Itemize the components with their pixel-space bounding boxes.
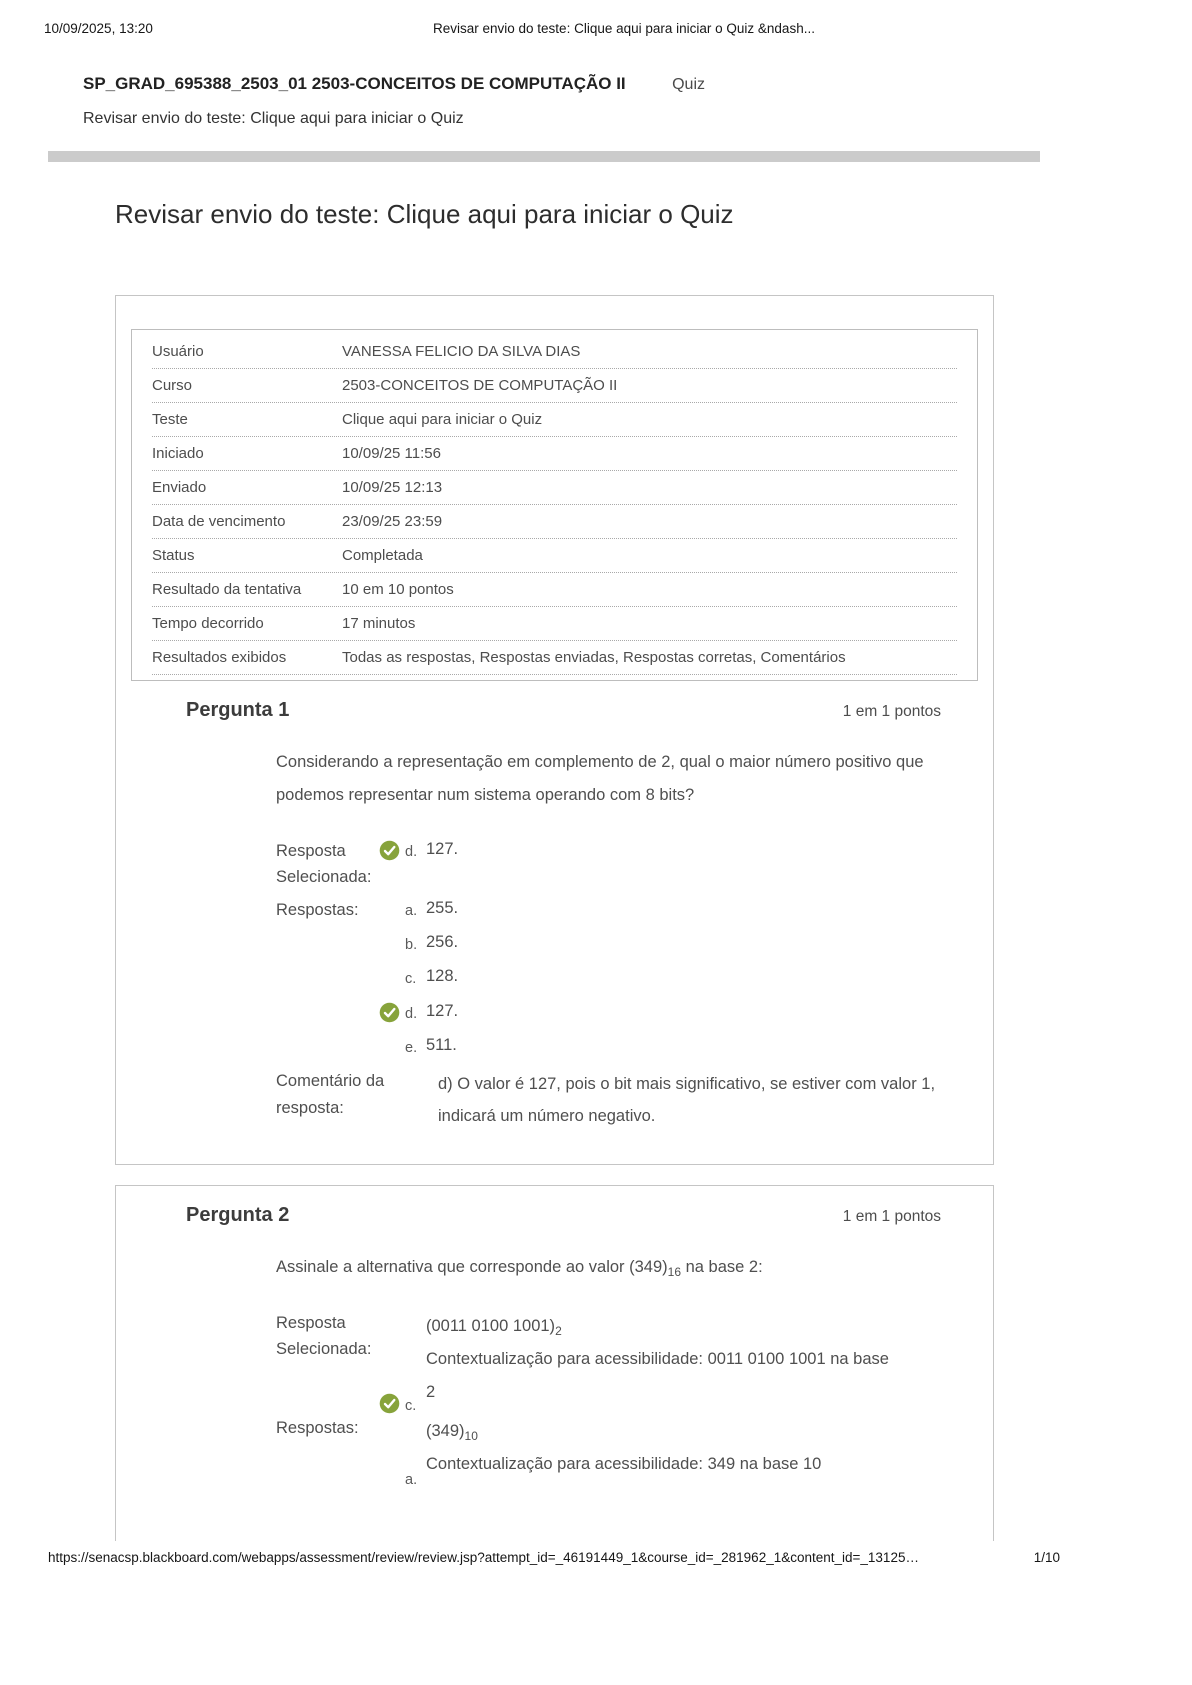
- course-title: SP_GRAD_695388_2503_01 2503-CONCEITOS DE COMPUTAÇÃO II: [83, 74, 626, 93]
- info-value: 2503-CONCEITOS DE COMPUTAÇÃO II: [342, 377, 618, 394]
- info-value: Todas as respostas, Respostas enviadas, Respostas corretas, Comentários: [342, 649, 846, 666]
- info-value: Clique aqui para iniciar o Quiz: [342, 411, 543, 428]
- answer-value: [426, 1415, 821, 1448]
- footer-page-number: 1/10: [1033, 1550, 1060, 1565]
- info-row-status: [152, 539, 957, 573]
- info-label: Teste: [152, 411, 188, 428]
- info-row-iniciado: [152, 437, 957, 471]
- answer-option-a: [379, 1415, 822, 1488]
- info-value: 10/09/25 12:13: [342, 479, 443, 496]
- question-2-selected-section: [276, 1310, 953, 1414]
- print-doc-title: Revisar envio do teste: Clique aqui para iniciar o Quiz &ndash...: [433, 21, 815, 36]
- page-title: Revisar envio do teste: Clique aqui para iniciar o Quiz: [115, 199, 734, 229]
- info-row-vencimento: [152, 505, 957, 539]
- content-type-label: Quiz: [672, 76, 706, 93]
- question-2-text: [276, 1251, 936, 1284]
- question-text-post: na base 2:: [681, 1258, 763, 1276]
- answers-list: [379, 897, 458, 1068]
- info-row-curso: [152, 369, 957, 403]
- question-2-title: Pergunta 2: [186, 1204, 290, 1226]
- base-subscript: 10: [464, 1429, 478, 1443]
- selected-answer: [379, 1310, 896, 1414]
- selected-answer-label: Resposta Selecionada:: [276, 1314, 372, 1359]
- check-circle-icon: [379, 838, 405, 859]
- answer-marker: [379, 1391, 426, 1412]
- accessibility-text: Contextualização para acessibilidade: 0011 0100 1001 na base 2: [426, 1350, 889, 1401]
- divider-bar: [48, 151, 1040, 162]
- base-subscript: 2: [555, 1324, 562, 1338]
- info-row-resultados-exibidos: [152, 641, 957, 675]
- attempt-review-panel: [115, 295, 994, 1165]
- check-circle-icon: [379, 1000, 405, 1021]
- info-row-tempo: [152, 607, 957, 641]
- info-value: VANESSA FELICIO DA SILVA DIAS: [342, 343, 581, 360]
- selected-answer: [379, 838, 458, 891]
- base-subscript: 16: [667, 1265, 682, 1279]
- info-row-usuario: [152, 335, 957, 369]
- info-value: 17 minutos: [342, 615, 416, 632]
- answer-marker: [379, 1468, 426, 1488]
- info-label: Data de vencimento: [152, 513, 286, 530]
- check-circle-icon: [379, 1391, 405, 1412]
- info-row-teste: [152, 403, 957, 437]
- answer-letter: b.: [405, 937, 418, 954]
- accessibility-text: Contextualização para acessibilidade: 349 na base 10: [426, 1455, 822, 1473]
- print-datetime: 10/09/2025, 13:20: [44, 21, 153, 36]
- question-2-points: 1 em 1 pontos: [842, 1208, 941, 1225]
- info-value: 10 em 10 pontos: [342, 581, 454, 598]
- answer-option-c: [379, 965, 458, 987]
- answer-letter: d.: [405, 1005, 418, 1022]
- question-text-pre: Assinale a alternativa que corresponde ao valor (349): [276, 1258, 668, 1276]
- answers-label: Respostas:: [276, 1419, 359, 1437]
- print-footer: [48, 1550, 1060, 1565]
- answer-text: 128.: [426, 967, 459, 986]
- answer-letter: a.: [405, 902, 418, 919]
- question-1-title: Pergunta 1: [186, 699, 290, 721]
- info-label: Curso: [152, 377, 193, 394]
- answer-value-pre: (0011 0100 1001): [426, 1317, 556, 1335]
- question-1-body: [276, 746, 953, 1132]
- answer-text: 255.: [426, 898, 459, 917]
- attempt-info-table: [131, 329, 978, 681]
- question-1-points: 1 em 1 pontos: [842, 703, 941, 720]
- info-label: Status: [152, 547, 195, 564]
- question-1-selected-section: [276, 838, 953, 891]
- footer-url: https://senacsp.blackboard.com/webapps/assessment/review/review.jsp?attempt_id=_46191449_1&course_id=_281962_1&content_id=_13125…: [48, 1550, 919, 1565]
- selected-answer-label: Resposta Selecionada:: [276, 842, 372, 887]
- info-label: Resultados exibidos: [152, 649, 287, 666]
- question-2-panel: [115, 1185, 994, 1541]
- answer-option-e: [379, 1034, 458, 1056]
- course-header: [83, 74, 705, 94]
- answer-value-pre: (349): [426, 1422, 465, 1440]
- info-label: Iniciado: [152, 445, 204, 462]
- info-value: Completada: [342, 547, 423, 564]
- answer-text: 127.: [426, 840, 459, 858]
- info-label: Enviado: [152, 479, 207, 496]
- question-1-answers-section: [276, 897, 953, 1068]
- answer-letter: e.: [405, 1039, 418, 1056]
- answer-letter: c.: [405, 1397, 417, 1414]
- info-value: 23/09/25 23:59: [342, 513, 443, 530]
- feedback-text: d) O valor é 127, pois o bit mais significativo, se estiver com valor 1, indicará um número negativo.: [438, 1075, 936, 1126]
- answers-label: Respostas:: [276, 900, 359, 919]
- info-label: Resultado da tentativa: [152, 581, 302, 598]
- info-row-resultado: [152, 573, 957, 607]
- question-1-text: Considerando a representação em complemento de 2, qual o maior número positivo que podemos representar num sistema operando com 8 bits?: [276, 753, 924, 804]
- answer-text: 256.: [426, 933, 459, 952]
- answer-letter: d.: [405, 844, 418, 860]
- question-1-feedback-section: [276, 1068, 953, 1132]
- review-subtitle: Revisar envio do teste: Clique aqui para iniciar o Quiz: [83, 110, 464, 127]
- question-2-body: [276, 1251, 953, 1488]
- answer-value: [426, 1310, 896, 1343]
- question-2-answers-section: [276, 1415, 953, 1488]
- answer-option-a: [379, 897, 458, 919]
- question-1-header: [186, 699, 941, 722]
- info-label: Tempo decorrido: [152, 615, 264, 632]
- info-label: Usuário: [152, 343, 204, 360]
- answer-letter: c.: [405, 971, 417, 988]
- answer-option-b: [379, 931, 458, 953]
- info-value: 10/09/25 11:56: [342, 445, 441, 462]
- answer-text: 127.: [426, 1001, 459, 1020]
- answer-text: 511.: [426, 1035, 457, 1054]
- answer-content: [426, 1415, 821, 1481]
- answer-content: [426, 1310, 896, 1409]
- question-2-header: [186, 1204, 941, 1227]
- info-row-enviado: [152, 471, 957, 505]
- answer-option-d-correct: [379, 1000, 458, 1022]
- answer-letter: a.: [405, 1472, 418, 1488]
- feedback-label: Comentário da resposta:: [276, 1072, 385, 1117]
